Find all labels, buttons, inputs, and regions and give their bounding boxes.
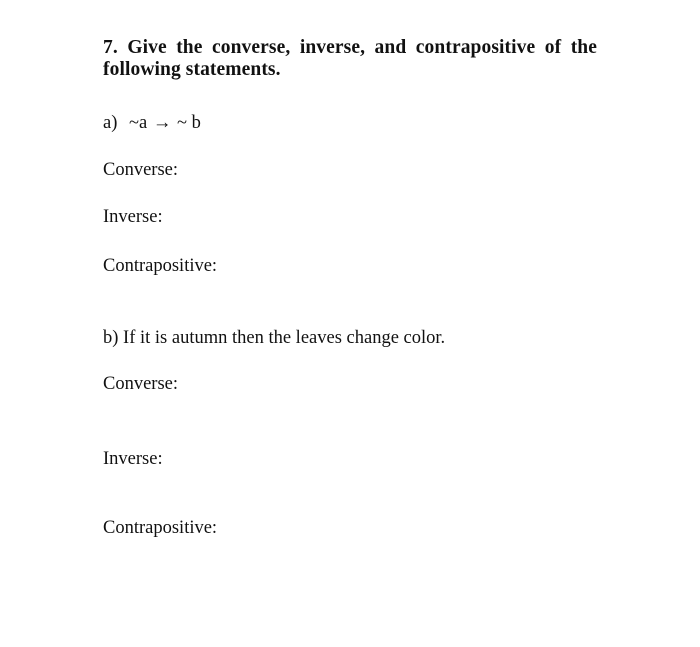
part-b-inverse-label: Inverse: — [103, 449, 163, 469]
part-a-statement — [103, 112, 201, 134]
question-number: 7. — [103, 37, 118, 58]
part-b-converse-label: Converse: — [103, 374, 179, 394]
question-heading — [103, 37, 603, 81]
implies-arrow-icon: → — [152, 113, 172, 133]
question-prompt-line-1: Give the converse, inverse, and contrapositive of the — [127, 37, 597, 58]
part-b-statement-text: If it is autumn then the leaves change color. — [123, 328, 446, 348]
part-a-inverse-label: Inverse: — [103, 207, 163, 227]
part-b-statement — [103, 327, 445, 349]
part-b-label: b) — [103, 328, 119, 348]
question-heading-line-1 — [103, 37, 597, 59]
part-b-contrapositive-label: Contrapositive: — [103, 518, 218, 538]
part-a-label: a) — [103, 113, 118, 133]
part-a-antecedent: ~a — [129, 113, 148, 133]
question-prompt-line-2: following statements. — [103, 59, 281, 80]
part-a-converse-label: Converse: — [103, 160, 179, 180]
part-a-consequent: ~ b — [176, 113, 201, 133]
part-a-contrapositive-label: Contrapositive: — [103, 256, 218, 276]
